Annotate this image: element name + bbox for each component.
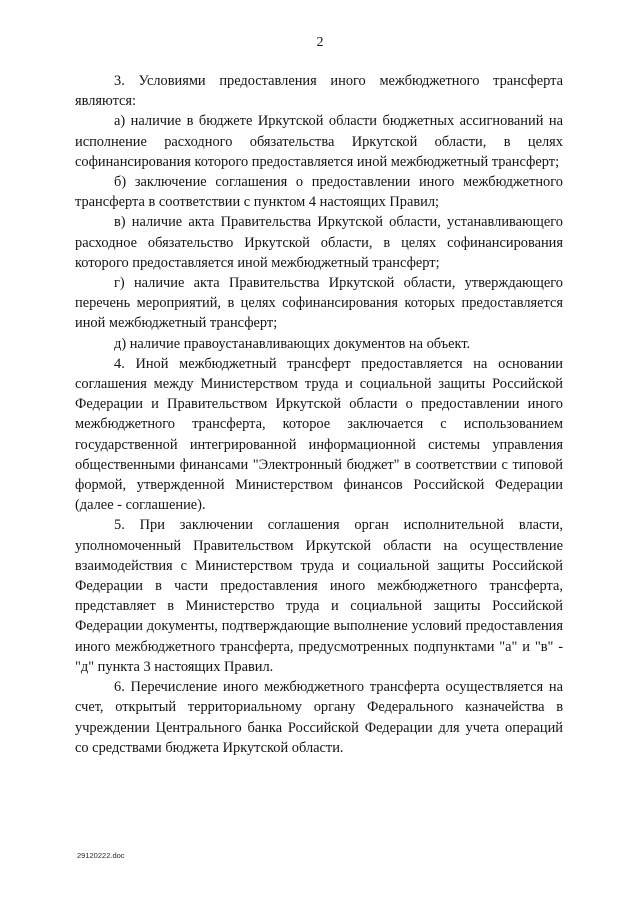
page-number: 2 (316, 35, 324, 50)
subparagraph-d: д) наличие правоустанавливающих документов на объект. (114, 335, 471, 352)
document-file-code: 29120222.doc (77, 851, 125, 860)
paragraph-4-agreement: 4. Иной межбюджетный трансферт предоставляется на основании соглашения между Министерством труда и социальной защиты Российской Федерации и Правительством Иркутской области о предоставлении иного межбюджетного трансферта, которое заключается с использованием государственной интегрированной информационной системы управления общественными финансами "Электронный бюджет" в соответствии с типовой формой, утвержденной Министерством финансов Российской Федерации (далее - соглашение). (75, 355, 563, 514)
subparagraph-v: в) наличие акта Правительства Иркутской области, устанавливающего расходное обязательство Иркутской области, в целях софинансирования которого предоставляется иной межбюджетный трансферт; (75, 214, 563, 271)
subparagraph-g: г) наличие акта Правительства Иркутской области, утверждающего перечень мероприятий, в целях софинансирования которых предоставляется иной межбюджетный трансферт; (75, 275, 563, 332)
subparagraph-a: а) наличие в бюджете Иркутской области бюджетных ассигнований на исполнение расходного обязательства Иркутской области, в целях софинансирования которого предоставляется иной межбюджетный трансферт; (75, 113, 563, 170)
document-body (75, 71, 563, 758)
paragraph-5-documents: 5. При заключении соглашения орган исполнительной власти, уполномоченный Правительством Иркутской области на осуществление взаимодействия с Министерством труда и социальной защиты Российской Федерации в части предоставления иного межбюджетного трансферта, представляет в Министерство труда и социальной защиты Российской Федерации документы, подтверждающие выполнение условий предоставления иного межбюджетного трансферта, предусмотренных подпунктами "а" и "в" - "д" пункта 3 настоящих Правил. (75, 517, 563, 675)
paragraph-3-conditions: 3. Условиями предоставления иного межбюджетного трансферта являются: (75, 73, 563, 110)
paragraph-6-transfer: 6. Перечисление иного межбюджетного трансферта осуществляется на счет, открытый территориальному органу Федерального казначейства в учреждении Центрального банка Российской Федерации для учета операций со средствами бюджета Иркутской области. (75, 679, 563, 756)
subparagraph-b: б) заключение соглашения о предоставлении иного межбюджетного трансферта в соответствии с пунктом 4 настоящих Правил; (75, 174, 563, 211)
